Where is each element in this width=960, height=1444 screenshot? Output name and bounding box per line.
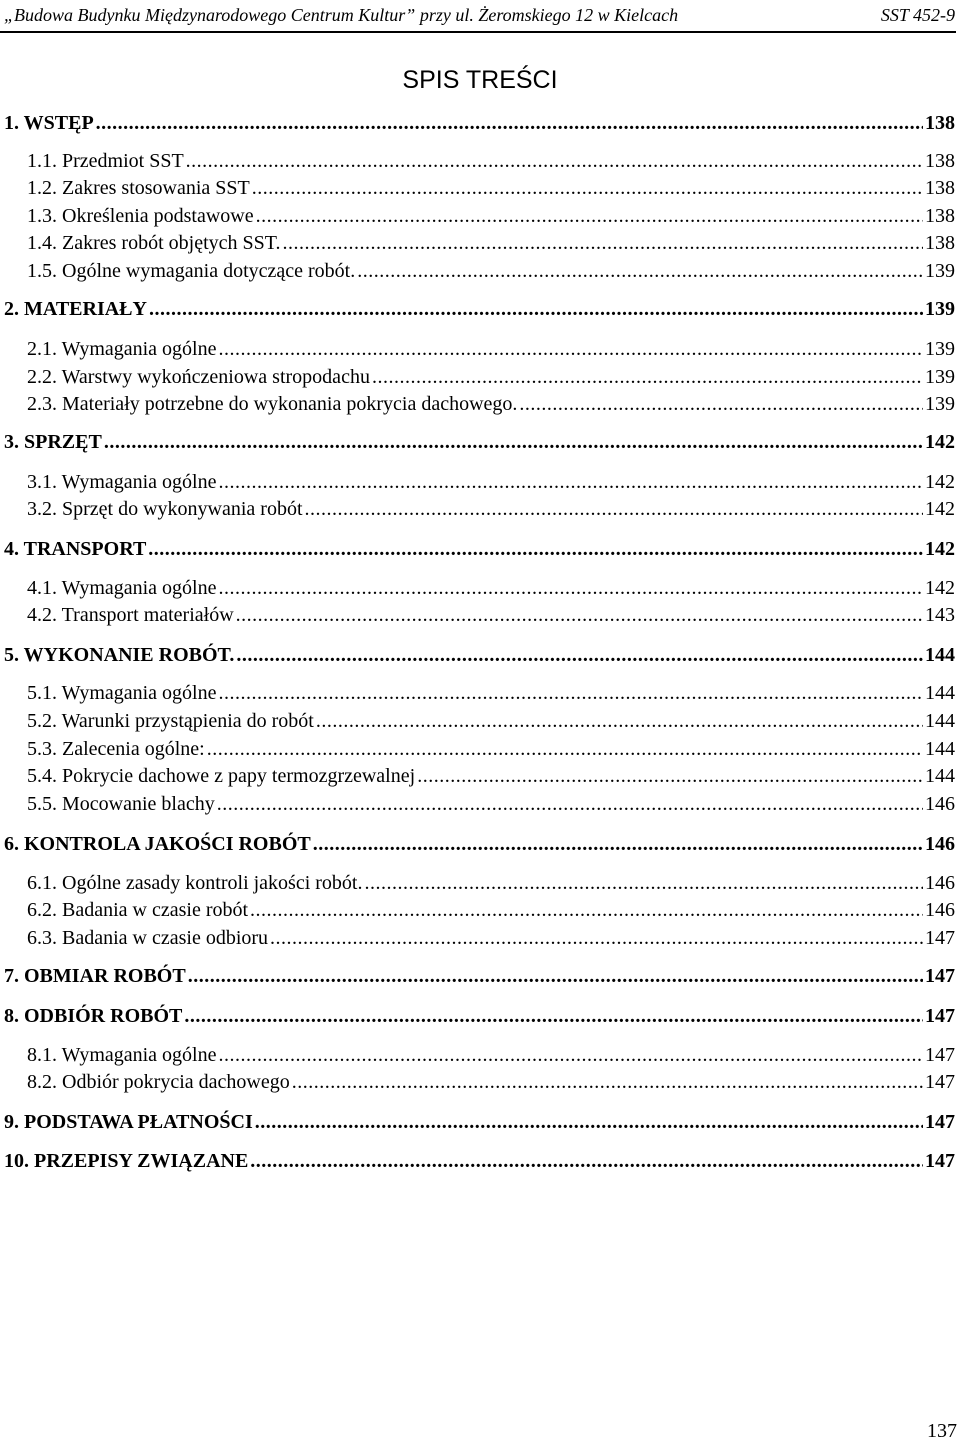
toc-entry-page: 138	[925, 232, 955, 254]
toc-entry-page: 143	[925, 604, 955, 626]
toc-entry-page: 147	[925, 1005, 955, 1027]
toc-entry-page: 139	[925, 298, 955, 320]
toc-entry-label: 4.2. Transport materiałów	[27, 604, 234, 626]
dot-leader	[250, 898, 923, 922]
toc-entry-label: 6. KONTROLA JAKOŚCI ROBÓT	[4, 833, 311, 855]
toc-entry[interactable]	[27, 204, 955, 228]
toc-entry-page: 147	[925, 927, 955, 949]
dot-leader	[219, 576, 924, 600]
toc-entry-page: 139	[925, 260, 955, 282]
toc-entry-label: 3.2. Sprzęt do wykonywania robót	[27, 498, 303, 520]
toc-entry-page: 142	[925, 471, 955, 493]
toc-entry-label: 5. WYKONANIE ROBÓT.	[4, 644, 235, 666]
toc-entry-page: 139	[925, 366, 955, 388]
toc-entry-label: 8. ODBIÓR ROBÓT	[4, 1005, 183, 1027]
header-divider	[0, 31, 956, 33]
dot-leader	[219, 1043, 924, 1067]
spec-code-header: SST 452-9	[880, 5, 955, 25]
toc-entry-page: 147	[925, 1150, 955, 1172]
dot-leader	[372, 365, 923, 389]
toc-entry-label: 4. TRANSPORT	[4, 538, 147, 560]
toc-entry-page: 147	[925, 1111, 955, 1133]
dot-leader	[219, 681, 924, 705]
dot-leader	[316, 709, 923, 733]
dot-leader	[270, 926, 923, 950]
toc-entry-page: 146	[925, 793, 955, 815]
toc-entry-label: 5.1. Wymagania ogólne	[27, 682, 217, 704]
toc-entry-page: 144	[925, 710, 955, 732]
toc-entry[interactable]	[27, 470, 955, 494]
toc-entry-page: 138	[925, 150, 955, 172]
toc-entry-label: 1.2. Zakres stosowania SST	[27, 177, 250, 199]
toc-entry-page: 144	[925, 644, 955, 666]
toc-entry-page: 146	[925, 899, 955, 921]
toc-entry[interactable]	[4, 1149, 955, 1173]
toc-entry-label: 1.1. Przedmiot SST	[27, 150, 184, 172]
toc-entry[interactable]	[4, 643, 955, 667]
page-number: 137	[927, 1420, 957, 1442]
toc-entry[interactable]	[27, 871, 955, 895]
toc-entry[interactable]	[27, 337, 955, 361]
toc-entry[interactable]	[27, 497, 955, 521]
dot-leader	[219, 337, 924, 361]
dot-leader	[104, 430, 923, 454]
toc-entry-label: 7. OBMIAR ROBÓT	[4, 965, 186, 987]
dot-leader	[148, 537, 923, 561]
toc-entry-page: 144	[925, 738, 955, 760]
dot-leader	[313, 832, 923, 856]
toc-entry[interactable]	[27, 176, 955, 200]
toc-entry-page: 146	[925, 833, 955, 855]
toc-entry-label: 2.2. Warstwy wykończeniowa stropodachu	[27, 366, 370, 388]
dot-leader	[252, 176, 923, 200]
toc-entry-label: 9. PODSTAWA PŁATNOŚCI	[4, 1111, 253, 1133]
toc-entry-page: 138	[925, 112, 955, 134]
toc-entry[interactable]	[4, 297, 955, 321]
toc-title: SPIS TREŚCI	[402, 66, 558, 94]
dot-leader	[217, 792, 923, 816]
dot-leader	[186, 149, 923, 173]
toc-entry-page: 139	[925, 338, 955, 360]
toc-entry-page: 142	[925, 577, 955, 599]
document-title-header: „Budowa Budynku Międzynarodowego Centrum Kultur” przy ul. Żeromskiego 12 w Kielcach	[4, 5, 679, 25]
toc-entry-label: 1. WSTĘP	[4, 112, 94, 134]
toc-entry[interactable]	[4, 832, 955, 856]
toc-entry[interactable]	[27, 392, 955, 416]
toc-entry[interactable]	[27, 231, 955, 255]
dot-leader	[219, 470, 924, 494]
toc-entry[interactable]	[27, 603, 955, 627]
toc-entry-label: 8.2. Odbiór pokrycia dachowego	[27, 1071, 290, 1093]
toc-entry-page: 147	[925, 1044, 955, 1066]
toc-entry-label: 8.1. Wymagania ogólne	[27, 1044, 217, 1066]
toc-entry-label: 6.2. Badania w czasie robót	[27, 899, 249, 921]
dot-leader	[519, 392, 923, 416]
toc-entry[interactable]	[27, 365, 955, 389]
toc-entry-page: 144	[925, 682, 955, 704]
toc-entry-label: 2. MATERIAŁY	[4, 298, 147, 320]
toc-entry-label: 5.4. Pokrycie dachowe z papy termozgrzewalnej	[27, 765, 416, 787]
toc-entry-page: 144	[925, 765, 955, 787]
dot-leader	[96, 111, 923, 135]
toc-entry[interactable]	[27, 681, 955, 705]
dot-leader	[207, 737, 923, 761]
toc-entry-label: 1.3. Określenia podstawowe	[27, 205, 254, 227]
toc-entry-label: 6.3. Badania w czasie odbioru	[27, 927, 269, 949]
toc-entry-page: 138	[925, 177, 955, 199]
dot-leader	[149, 297, 923, 321]
toc-entry-page: 138	[925, 205, 955, 227]
dot-leader	[184, 1004, 923, 1028]
toc-entry-label: 1.4. Zakres robót objętych SST.	[27, 232, 281, 254]
toc-entry[interactable]	[27, 737, 955, 761]
toc-entry[interactable]	[27, 764, 955, 788]
toc-entry-label: 10. PRZEPISY ZWIĄZANE	[4, 1150, 249, 1172]
toc-entry-label: 5.5. Mocowanie blachy	[27, 793, 215, 815]
toc-entry-page: 147	[925, 1071, 955, 1093]
toc-entry-label: 1.5. Ogólne wymagania dotyczące robót.	[27, 260, 356, 282]
toc-entry[interactable]	[4, 964, 955, 988]
dot-leader	[417, 764, 923, 788]
toc-entry-page: 139	[925, 393, 955, 415]
toc-entry-label: 6.1. Ogólne zasady kontroli jakości robót.	[27, 872, 363, 894]
toc-entry[interactable]	[27, 898, 955, 922]
page-header	[0, 2, 960, 28]
dot-leader	[236, 643, 923, 667]
toc-entry[interactable]	[4, 1004, 955, 1028]
toc-entry-page: 142	[925, 431, 955, 453]
toc-entry[interactable]	[4, 430, 955, 454]
toc-entry[interactable]	[4, 537, 955, 561]
toc-entry[interactable]	[4, 111, 955, 135]
dot-leader	[365, 871, 924, 895]
toc-entry-label: 2.1. Wymagania ogólne	[27, 338, 217, 360]
dot-leader	[250, 1149, 923, 1173]
toc-entry-page: 142	[925, 498, 955, 520]
toc-entry-label: 4.1. Wymagania ogólne	[27, 577, 217, 599]
toc-entry-page: 147	[925, 965, 955, 987]
dot-leader	[282, 231, 923, 255]
dot-leader	[236, 603, 923, 627]
toc-entry[interactable]	[27, 709, 955, 733]
toc-entry-label: 2.3. Materiały potrzebne do wykonania pokrycia dachowego.	[27, 393, 518, 415]
dot-leader	[292, 1070, 923, 1094]
dot-leader	[188, 964, 923, 988]
toc-entry-label: 3. SPRZĘT	[4, 431, 102, 453]
toc-entry[interactable]	[27, 1070, 955, 1094]
toc-entry[interactable]	[27, 149, 955, 173]
dot-leader	[357, 259, 923, 283]
toc-entry-label: 3.1. Wymagania ogólne	[27, 471, 217, 493]
toc-entry-page: 142	[925, 538, 955, 560]
toc-entry[interactable]	[27, 259, 955, 283]
toc-entry-label: 5.2. Warunki przystąpienia do robót	[27, 710, 314, 732]
toc-entry[interactable]	[27, 792, 955, 816]
toc-entry-label: 5.3. Zalecenia ogólne:	[27, 738, 205, 760]
toc-entry[interactable]	[27, 1043, 955, 1067]
dot-leader	[255, 1110, 923, 1134]
dot-leader	[305, 497, 923, 521]
toc-entry[interactable]	[27, 926, 955, 950]
dot-leader	[256, 204, 923, 228]
toc-entry-page: 146	[925, 872, 955, 894]
toc-entry[interactable]	[4, 1110, 955, 1134]
toc-entry[interactable]	[27, 576, 955, 600]
